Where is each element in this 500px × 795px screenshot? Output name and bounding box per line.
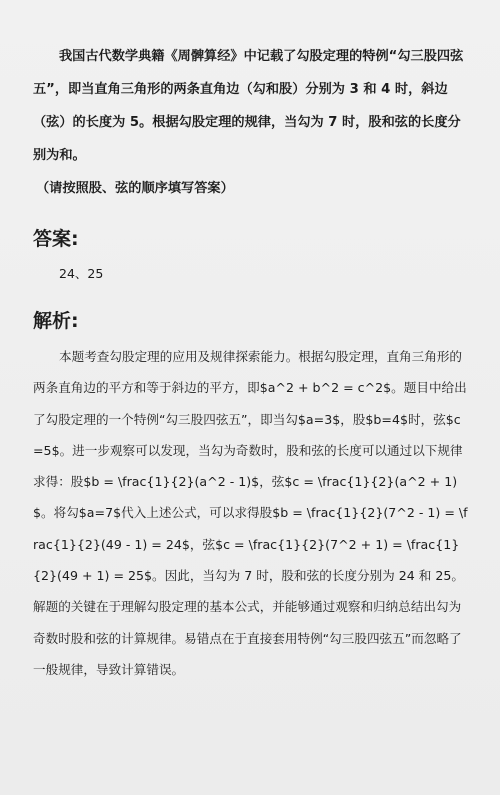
question-text: 我国古代数学典籍《周髀算经》中记载了勾股定理的特例“勾三股四弦五”，即当直角三角形的两条直角边（勾和股）分别为 3 和 4 时，斜边（弦）的长度为 5。根据勾股定理的规律，当勾为 7 时，股和弦的长度分别为和。 xyxy=(33,49,464,163)
analysis-text: 本题考查勾股定理的应用及规律探索能力。根据勾股定理，直角三角形的两条直角边的平方和等于斜边的平方，即$a^2 + b^2 = c^2$。题目中给出了勾股定理的一个特例“勾三股四弦五”，即当勾$a=3$，股$b=4$时，弦$c=5$。进一步观察可以发现，当勾为奇数时，股和弦的长度可以通过以下规律求得：股$b = \frac{1}{2}(a^2 - 1)$，弦$c = \frac{1}{2}(a^2 + 1)$。将勾$a=7$代入上述公式，可以求得股$b = \frac{1}{2}(7^2 - 1) = \frac{1}{2}(49 - 1) = 24$，弦$c = \frac{1}{2}(7^2 + 1) = \frac{1}{2}(49 + 1) = 25$。因此，当勾为 7 时，股和弦的长度分别为 24 和 25。解题的关键在于理解勾股定理的基本公式，并能够通过观察和归纳总结出勾为奇数时股和弦的计算规律。易错点在于直接套用特例“勾三股四弦五”而忽略了一般规律，导致计算错误。 xyxy=(33,349,468,677)
analysis-heading: 解析: xyxy=(33,310,79,332)
question-note: （请按照股、弦的顺序填写答案） xyxy=(36,181,234,196)
answer-heading: 答案: xyxy=(33,228,79,250)
answer-value: 24、25 xyxy=(59,266,104,281)
